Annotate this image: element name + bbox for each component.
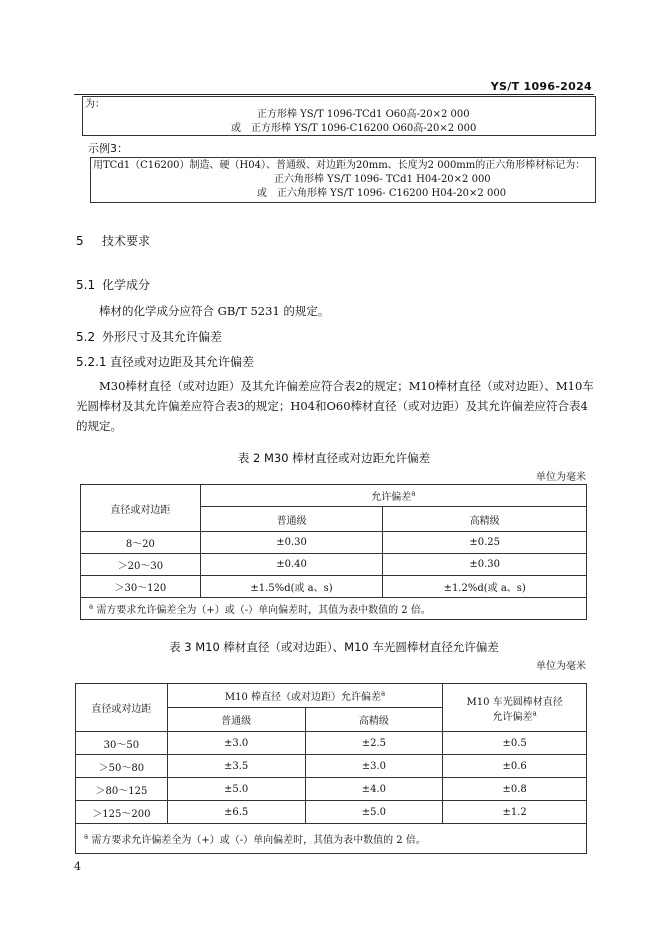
table3-cell-turned: ±1.2	[443, 801, 587, 824]
table3-cell-range: ＞50～80	[76, 755, 168, 778]
table3-unit: 单位为毫米	[536, 661, 586, 672]
table2-cell-normal: ±0.40	[200, 554, 383, 576]
table3-header-group-label: M10 棒直径（或对边距）允许偏差	[224, 692, 382, 703]
table3-header-turned-line1: M10 车光圆棒材直径	[466, 696, 563, 708]
table-row	[76, 732, 587, 755]
example3-label: 示例3：	[88, 142, 128, 155]
section-5-2-1-body: M30棒材直径（或对边距）及其允许偏差应符合表2的规定；M10棒材直径（或对边距）、M10车光圆棒材及其允许偏差应符合表3的规定；H04和O60棒材直径（或对边距）及其允许偏差应符合表4的规定。	[76, 379, 594, 433]
section-5-2-1-heading	[76, 353, 254, 370]
table3-header-group-mark: a	[381, 689, 386, 698]
table3-header-turned-label: 允许偏差	[492, 711, 533, 723]
table3	[75, 683, 587, 854]
table3-cell-high: ±5.0	[305, 801, 443, 824]
section-5-1-heading	[76, 276, 150, 293]
table2-caption: 表 2 M30 棒材直径或对边距允许偏差	[237, 451, 431, 465]
table2-unit: 单位为毫米	[536, 472, 586, 483]
table2-cell-high: ±0.25	[383, 532, 587, 554]
table2-cell-range: ＞20～30	[81, 554, 201, 576]
section-5-2-1-title: 直径或对边距及其允许偏差	[110, 355, 255, 369]
example-box-3-line3: 或 正六角形棒 YS/T 1096- C16200 H04-20×2 000	[257, 188, 507, 199]
table3-cell-normal: ±6.5	[167, 801, 305, 824]
table3-cell-turned: ±0.8	[443, 778, 587, 801]
table3-header-normal: 普通级	[167, 708, 305, 732]
table2-cell-high: ±1.2%d(或 a、s)	[383, 576, 587, 598]
table3-cell-range: ＞80～125	[76, 778, 168, 801]
table3-header-high: 高精级	[305, 708, 443, 732]
standard-id: YS/T 1096-2024	[490, 80, 592, 93]
table3-cell-turned: ±0.5	[443, 732, 587, 755]
table2-cell-range: ＞30～120	[81, 576, 201, 598]
section-5-title: 技术要求	[102, 234, 151, 248]
table3-header-turned-line2	[443, 708, 586, 723]
example-box-3	[90, 157, 596, 203]
example-box-1-line1: 为：	[85, 99, 105, 110]
example-box-3-line2: 正六角形棒 YS/T 1096- TCd1 H04-20×2 000	[274, 174, 491, 185]
table3-cell-normal: ±3.5	[167, 755, 305, 778]
table2-cell-high: ±0.30	[383, 554, 587, 576]
example-box-1-line2: 正方形棒 YS/T 1096-TCd1 O60高-20×2 000	[257, 109, 470, 120]
table3-cell-range: ＞125～200	[76, 801, 168, 824]
table3-note-mark: a	[84, 832, 89, 841]
section-5-2-num: 5.2	[76, 330, 96, 344]
section-5-1-title: 化学成分	[102, 278, 151, 292]
section-5-2-title: 外形尺寸及其允许偏差	[102, 330, 223, 344]
page-number: 4	[74, 860, 81, 873]
example-box-3-line1: 用TCd1（C16200）制造、硬（H04）、普通级、对边距为20mm、长度为2 000mm的正六角形棒材标记为：	[93, 160, 586, 171]
table-row	[81, 554, 587, 576]
table-row	[76, 778, 587, 801]
table3-cell-high: ±2.5	[305, 732, 443, 755]
table3-cell-turned: ±0.6	[443, 755, 587, 778]
section-5-1-body: 棒材的化学成分应符合 GB/T 5231 的规定。	[99, 304, 330, 318]
table3-cell-high: ±3.0	[305, 755, 443, 778]
table3-cell-high: ±4.0	[305, 778, 443, 801]
section-5-num: 5	[76, 234, 84, 248]
table3-header-turned-mark: a	[532, 709, 537, 718]
table3-caption: 表 3 M10 棒材直径（或对边距）、M10 车光圆棒材直径允许偏差	[169, 640, 499, 654]
table3-header-turned	[443, 684, 587, 732]
table3-note-text: 需方要求允许偏差全为（+）或（-）单向偏差时，其值为表中数值的 2 倍。	[91, 835, 426, 846]
table2-note-text: 需方要求允许偏差全为（+）或（-）单向偏差时，其值为表中数值的 2 倍。	[96, 605, 431, 616]
table2-header-mark: a	[411, 489, 416, 498]
table3-cell-range: 30～50	[76, 732, 168, 755]
table2-header-range: 直径或对边距	[81, 485, 201, 532]
table-row	[76, 801, 587, 824]
section-5-heading	[76, 232, 150, 249]
section-5-1-num: 5.1	[76, 278, 96, 292]
table3-header-range: 直径或对边距	[76, 684, 168, 732]
table2-header-group-label: 允许偏差	[371, 492, 412, 503]
table3-header-group	[167, 684, 442, 708]
table-row	[81, 576, 587, 598]
table3-cell-normal: ±3.0	[167, 732, 305, 755]
example-box-1	[82, 96, 596, 136]
table2-cell-normal: ±1.5%d(或 a、s)	[200, 576, 383, 598]
table-row	[81, 532, 587, 554]
section-5-2-heading	[76, 328, 222, 345]
table2-cell-range: 8～20	[81, 532, 201, 554]
header-rule	[74, 94, 594, 95]
table2	[80, 484, 587, 620]
section-5-2-1-num: 5.2.1	[76, 355, 107, 369]
table-row	[76, 755, 587, 778]
table2-header-high: 高精级	[383, 507, 587, 532]
table2-cell-normal: ±0.30	[200, 532, 383, 554]
example-box-1-line3: 或 正方形棒 YS/T 1096-C16200 O60高-20×2 000	[231, 123, 477, 134]
table3-note	[76, 824, 587, 854]
table2-note	[81, 598, 587, 620]
table2-header-group	[200, 485, 586, 507]
table3-cell-normal: ±5.0	[167, 778, 305, 801]
table2-note-mark: a	[89, 602, 94, 611]
table2-header-normal: 普通级	[200, 507, 383, 532]
